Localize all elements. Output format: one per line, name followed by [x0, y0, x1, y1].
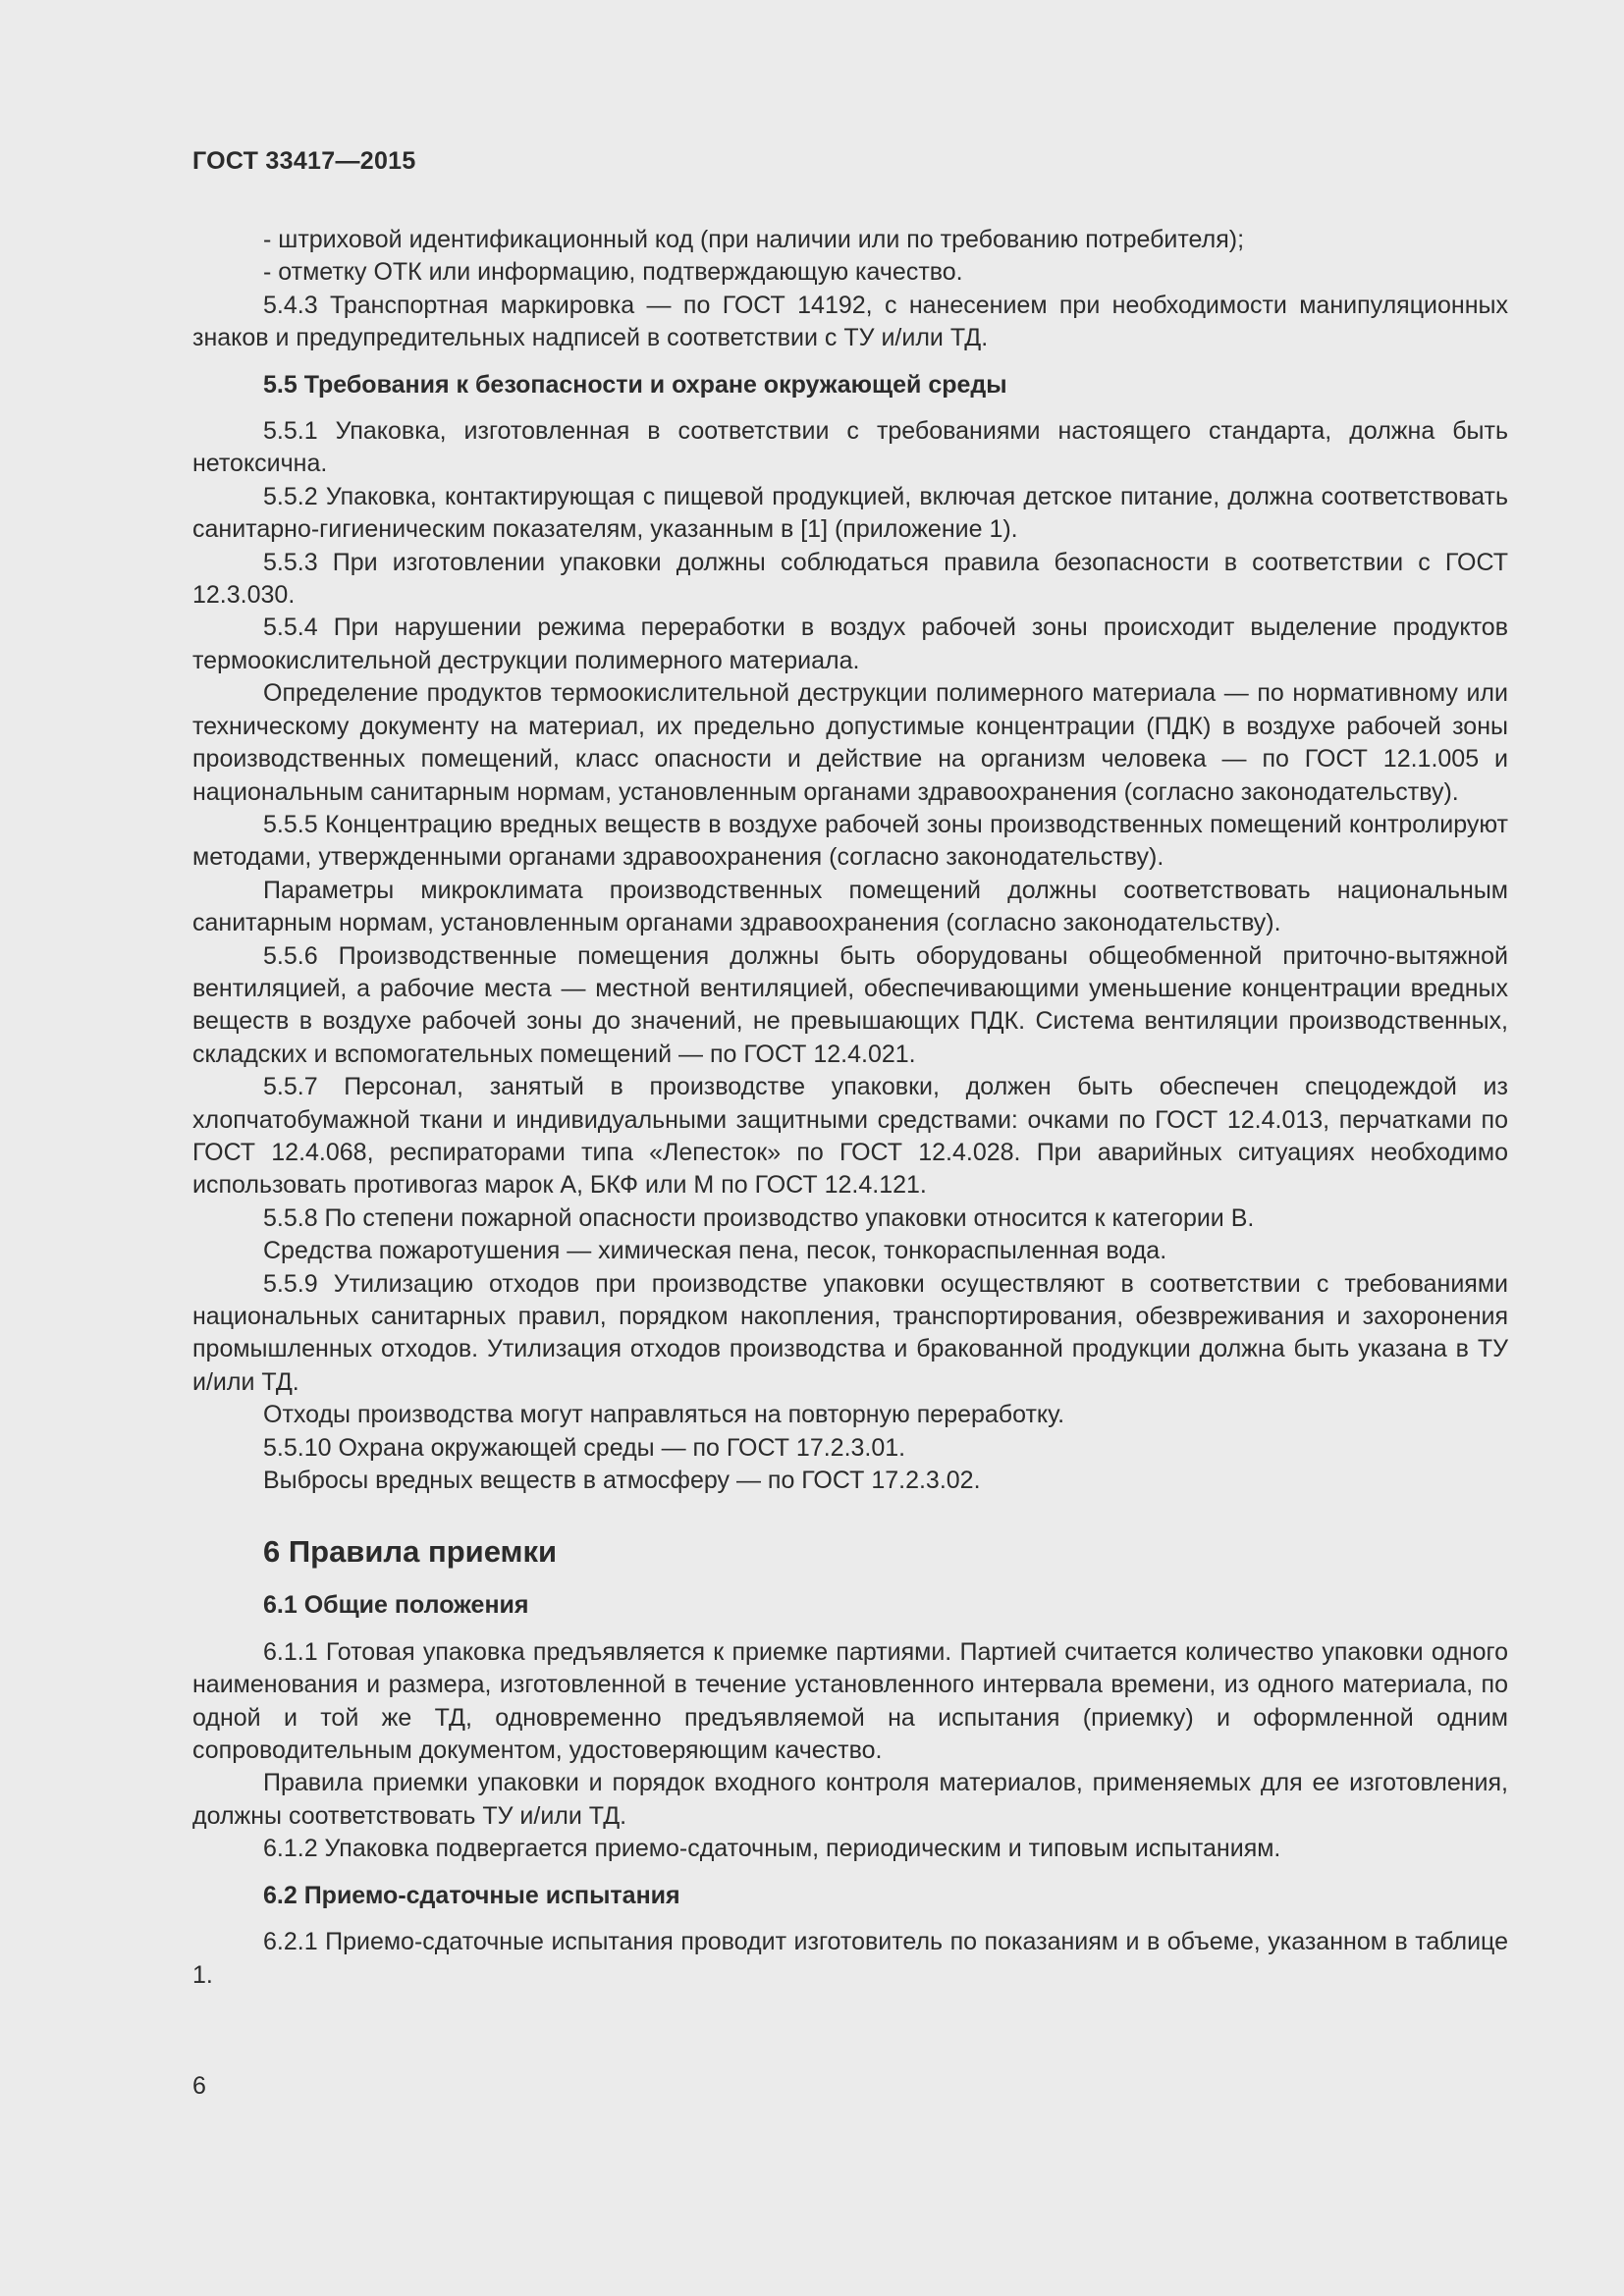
paragraph: Определение продуктов термоокислительной деструкции полимерного материала — по нормативному или техническому документу на материал, их предельно допустимые концентрации (ПДК) в воздухе рабочей зоны производственных помещений, класс опасности и действие на организм человека — по ГОСТ 12.1.005 и национальным санитарным нормам, установленным органами здравоохранения (согласно законодательству).	[192, 679, 1508, 806]
paragraph: Параметры микроклимата производственных помещений должны соответствовать национальным санитарным нормам, установленным органами здравоохранения (согласно законодательству).	[192, 876, 1508, 937]
paragraph: 5.4.3 Транспортная маркировка — по ГОСТ 14192, с нанесением при необходимости манипуляционных знаков и предупредительных надписей в соответствии с ТУ и/или ТД.	[192, 291, 1508, 352]
section-heading: 6 Правила приемки	[263, 1534, 558, 1570]
paragraph: 5.5.7 Персонал, занятый в производстве упаковки, должен быть обеспечен спецодеждой из хлопчатобумажной ткани и индивидуальными защитными средствами: очками по ГОСТ 12.4.013, перчатками по ГОСТ 12.4.068, респираторами типа «Лепесток» по ГОСТ 12.4.028. При аварийных ситуациях необходимо использовать противогаз марок А, БКФ или М по ГОСТ 12.4.121.	[192, 1073, 1508, 1200]
paragraph: 5.5.1 Упаковка, изготовленная в соответствии с требованиями настоящего стандарта, должна быть нетоксична.	[192, 417, 1508, 478]
paragraph: 5.5.5 Концентрацию вредных веществ в воздухе рабочей зоны производственных помещений контролируют методами, утвержденными органами здравоохранения (согласно законодательству).	[192, 810, 1508, 872]
paragraph: Правила приемки упаковки и порядок входного контроля материалов, применяемых для ее изготовления, должны соответствовать ТУ и/или ТД.	[192, 1769, 1508, 1830]
paragraph: 5.5.9 Утилизацию отходов при производстве упаковки осуществляют в соответствии с требованиями национальных санитарных правил, порядком накопления, транспортирования, обезвреживания и захоронения промышленных отходов. Утилизация отходов производства и бракованной продукции должна быть указана в ТУ и/или ТД.	[192, 1269, 1508, 1396]
list-item: - штриховой идентификационный код (при наличии или по требованию потребителя);	[263, 226, 1245, 253]
paragraph: Выбросы вредных веществ в атмосферу — по ГОСТ 17.2.3.02.	[263, 1467, 981, 1495]
paragraph: 5.5.10 Охрана окружающей среды — по ГОСТ 17.2.3.01.	[263, 1433, 906, 1462]
paragraph: 6.2.1 Приемо-сдаточные испытания проводит изготовитель по показаниям и в объеме, указанном в таблице 1.	[192, 1928, 1508, 1989]
document-body	[192, 224, 1508, 1992]
document-header: ГОСТ 33417—2015	[192, 147, 416, 175]
paragraph: 5.5.2 Упаковка, контактирующая с пищевой продукцией, включая детское питание, должна соответствовать санитарно-гигиеническим показателям, указанным в [1] (приложение 1).	[192, 482, 1508, 544]
paragraph: 5.5.8 По степени пожарной опасности производство упаковки относится к категории В.	[263, 1203, 1255, 1232]
subsection-heading: 6.1 Общие положения	[263, 1591, 529, 1620]
paragraph: 5.5.3 При изготовлении упаковки должны соблюдаться правила безопасности в соответствии с ГОСТ 12.3.030.	[192, 548, 1508, 610]
subsection-heading: 6.2 Приемо-сдаточные испытания	[263, 1881, 680, 1909]
page-number: 6	[192, 2072, 206, 2100]
list-item: - отметку ОТК или информацию, подтверждающую качество.	[263, 258, 963, 287]
paragraph: Отходы производства могут направляться на повторную переработку.	[263, 1401, 1065, 1429]
paragraph: Средства пожаротушения — химическая пена, песок, тонкораспыленная вода.	[263, 1237, 1167, 1265]
paragraph: 6.1.1 Готовая упаковка предъявляется к приемке партиями. Партией считается количество упаковки одного наименования и размера, изготовленной в течение установленного интервала времени, из одного материала, по одной и той же ТД, одновременно предъявляемой на испытания (приемку) и оформленной одним сопроводительным документом, удостоверяющим качество.	[192, 1637, 1508, 1765]
subsection-heading: 5.5 Требования к безопасности и охране окружающей среды	[263, 370, 1007, 399]
paragraph: 6.1.2 Упаковка подвергается приемо-сдаточным, периодическим и типовым испытаниям.	[263, 1835, 1281, 1863]
paragraph: 5.5.6 Производственные помещения должны быть оборудованы общеобменной приточно-вытяжной вентиляцией, а рабочие места — местной вентиляцией, обеспечивающими уменьшение концентрации вредных веществ в воздухе рабочей зоны до значений, не превышающих ПДК. Система вентиляции производственных, складских и вспомогательных помещений — по ГОСТ 12.4.021.	[192, 941, 1508, 1068]
paragraph: 5.5.4 При нарушении режима переработки в воздух рабочей зоны происходит выделение продуктов термоокислительной деструкции полимерного материала.	[192, 614, 1508, 674]
